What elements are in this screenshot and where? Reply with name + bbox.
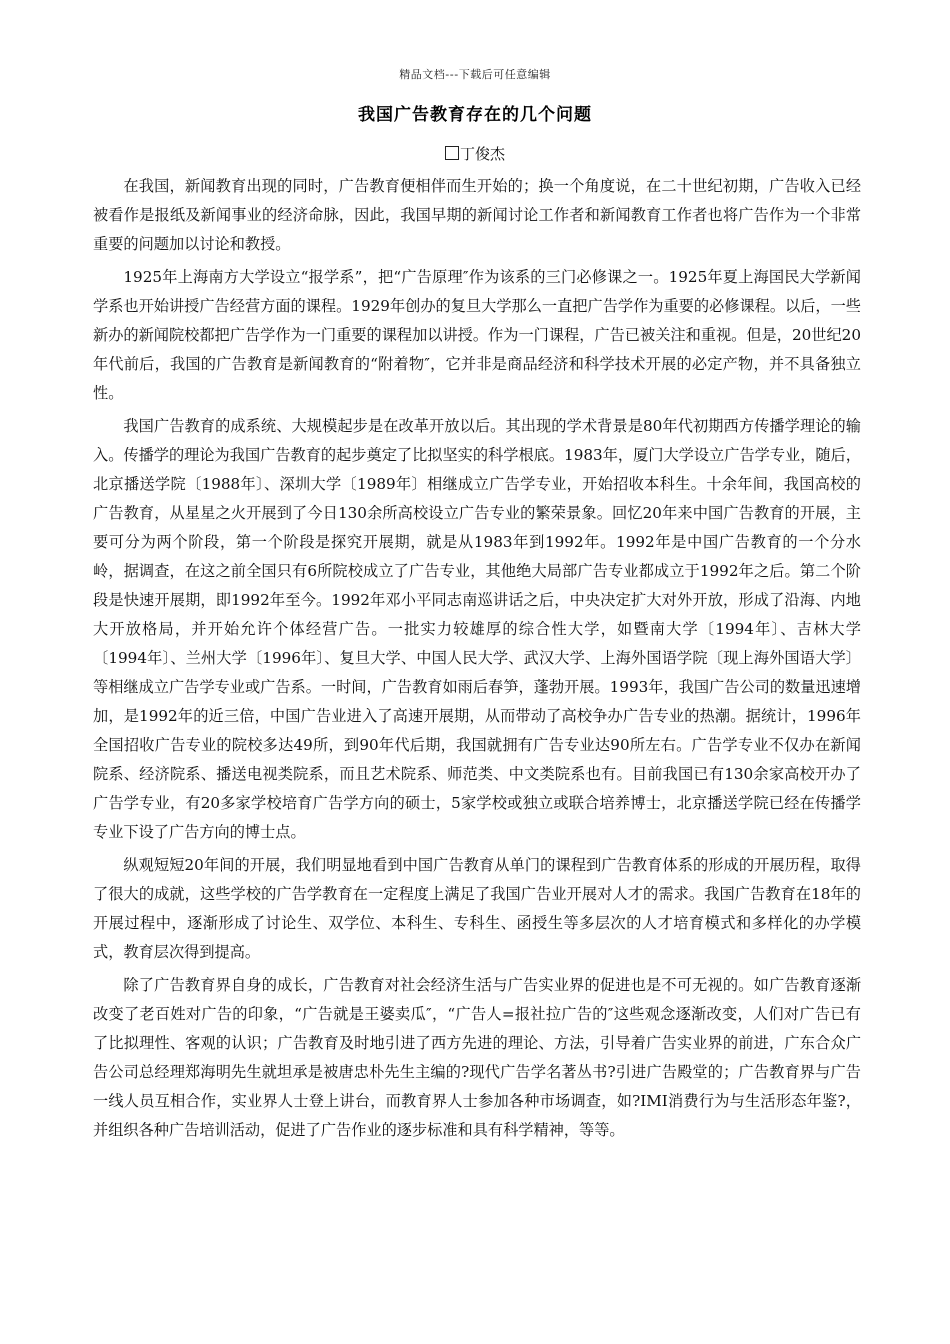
author-line bbox=[0, 143, 950, 164]
paragraph: 1925年上海南方大学设立“报学系”，把“广告原理″作为该系的三门必修课之一。1925年夏上海国民大学新闻学系也开始讲授广告经营方面的课程。1929年创办的复旦大学那么一直把广告学作为重要的必修课程。以后，一些新办的新闻院校都把广告学作为一门重要的课程加以讲授。作为一门课程，广告已被关注和重视。但是，20世纪20年代前后，我国的广告教育是新闻教育的“附着物″，它并非是商品经济和科学技术开展的必定产物，并不具备独立性。 bbox=[93, 268, 861, 402]
paragraph: 纵观短短20年间的开展，我们明显地看到中国广告教育从单门的课程到广告教育体系的形成的开展历程，取得了很大的成就，这些学校的广告学教育在一定程度上满足了我国广告业开展对人才的需求。我国广告教育在18年的开展过程中，逐渐形成了讨论生、双学位、本科生、专科生、函授生等多层次的人才培育模式和多样化的办学模式，教育层次得到提高。 bbox=[93, 856, 861, 961]
article-title: 我国广告教育存在的几个问题 bbox=[358, 105, 592, 125]
square-bullet-icon bbox=[445, 146, 459, 160]
paragraph: 在我国，新闻教育出现的同时，广告教育便相伴而生开始的；换一个角度说，在二十世纪初期，广告收入已经被看作是报纸及新闻事业的经济命脉，因此，我国早期的新闻讨论工作者和新闻教育工作者也将广告作为一个非常重要的问题加以讨论和教授。 bbox=[93, 177, 861, 253]
author-name: 丁俊杰 bbox=[459, 145, 505, 163]
header-note: 精品文档---下载后可任意编辑 bbox=[399, 68, 551, 81]
paragraph: 除了广告教育界自身的成长，广告教育对社会经济生活与广告实业界的促进也是不可无视的。如广告教育逐渐改变了老百姓对广告的印象，“广告就是王婆卖瓜″，“广告人=报社拉广告的″这些观念逐渐改变，人们对广告已有了比拟理性、客观的认识；广告教育及时地引进了西方先进的理论、方法，引导着广告实业界的前进，广东合众广告公司总经理郑海明先生就坦承是被唐忠朴先生主编的?现代广告学名著丛书?引进广告殿堂的；广告教育界与广告一线人员互相合作，实业界人士登上讲台，而教育界人士参加各种市场调查，如?IMI消费行为与生活形态年鉴?，并组织各种广告培训活动，促进了广告作业的逐步标准和具有科学精神，等等。 bbox=[93, 976, 861, 1139]
paragraph: 我国广告教育的成系统、大规模起步是在改革开放以后。其出现的学术背景是80年代初期西方传播学理论的输入。传播学的理论为我国广告教育的起步奠定了比拟坚实的科学根底。1983年，厦门大学设立广告学专业，随后，北京播送学院〔1988年〕、深圳大学〔1989年〕相继成立广告学专业，开始招收本科生。十余年间，我国高校的广告教育，从星星之火开展到了今日130余所高校设立广告专业的繁荣景象。回忆20年来中国广告教育的开展，主要可分为两个阶段，第一个阶段是探究开展期，就是从1983年到1992年。1992年是中国广告教育的一个分水岭，据调查，在这之前全国只有6所院校成立了广告专业，其他绝大局部广告专业都成立于1992年之后。第二个阶段是快速开展期，即1992年至今。1992年邓小平同志南巡讲话之后，中央决定扩大对外开放，形成了沿海、内地大开放格局，并开始允许个体经营广告。一批实力较雄厚的综合性大学，如暨南大学〔1994年〕、吉林大学〔1994年〕、兰州大学〔1996年〕、复旦大学、中国人民大学、武汉大学、上海外国语学院〔现上海外国语大学〕等相继成立广告学专业或广告系。一时间，广告教育如雨后春笋，蓬勃开展。1993年，我国广告公司的数量迅速增加，是1992年的近三倍，中国广告业进入了高速开展期，从而带动了高校争办广告专业的热潮。据统计，1996年全国招收广告专业的院校多达49所，到90年代后期，我国就拥有广告专业达90所左右。广告学专业不仅办在新闻院系、经济院系、播送电视类院系，而且艺术院系、师范类、中文类院系也有。目前我国已有130余家高校开办了广告学专业，有20多家学校培育广告学方向的硕士，5家学校或独立或联合培养博士，北京播送学院已经在传播学专业下设了广告方向的博士点。 bbox=[93, 417, 861, 841]
article-body bbox=[93, 172, 861, 1149]
